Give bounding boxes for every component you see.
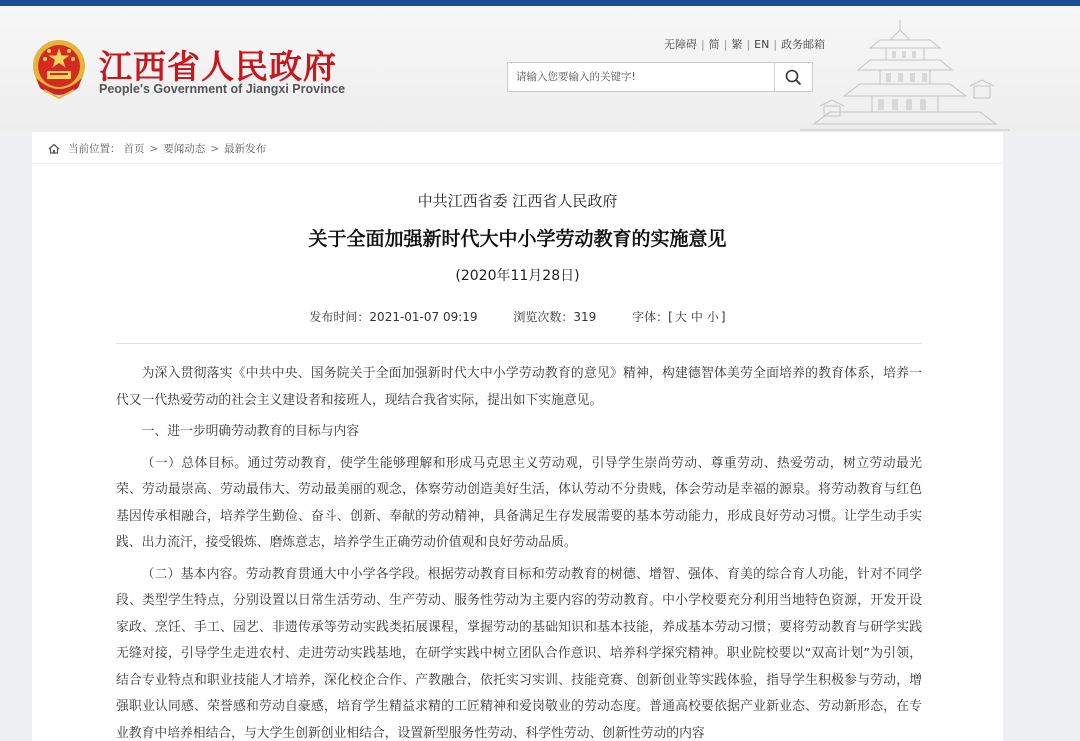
article-title: 关于全面加强新时代大中小学劳动教育的实施意见	[308, 228, 727, 250]
article-body	[116, 361, 922, 741]
link-separator: |	[723, 38, 728, 51]
page-background-strip	[1003, 132, 1080, 741]
link-separator: |	[701, 38, 705, 51]
breadcrumb-separator: >	[149, 142, 159, 155]
simplified-chinese-link[interactable]: 简	[708, 38, 720, 51]
site-title[interactable]: 江西省人民政府	[99, 47, 337, 86]
home-icon	[48, 143, 60, 154]
font-size-control	[632, 310, 725, 324]
link-separator: |	[773, 38, 778, 51]
article-paragraph: （二）基本内容。劳动教育贯通大中小学各学段。根据劳动教育目标和劳动教育的树德、增智、强体、育美的综合育人功能，针对不同学段、类型学生特点，分别设置以日常生活劳动、生产劳动、服务性劳动为主要内容的劳动教育。中小学校要充分利用当地特色资源，开发开设家政、烹饪、手工、园艺、非遗传承等劳动实践类拓展课程，掌握劳动的基础知识和基本技能，养成基本劳动习惯；要将劳动教育与研学实践无缝对接，引导学生走进农村、走进劳动实践基地，在研学实践中树立团队合作意识、培养科学探究精神。职业院校要以“双高计划”为引领，结合专业特点和职业技能人才培养，深化校企合作、产教融合，依托实习实训、技能竞赛、创新创业等实践体验，指导学生积极参与劳动，增强职业认同感、荣誉感和劳动自豪感，培育学生精益求精的工匠精神和爱岗敬业的劳动态度。普通高校要依据产业新业态、劳动新形态，在专业教育中培养相结合，与大学生创新创业相结合，设置新型服务性劳动、科学性劳动、创新性劳动的内容	[116, 566, 922, 741]
view-count	[513, 310, 596, 324]
article-paragraph: （一）总体目标。通过劳动教育，使学生能够理解和形成马克思主义劳动观，引导学生崇尚劳动、尊重劳动、热爱劳动，树立劳动最光荣、劳动最崇高、劳动最伟大、劳动最美丽的观念，体察劳动创造美好生活，体认劳动不分贵贱，体会劳动是幸福的源泉。将劳动教育与红色基因传承相融合，培养学生勤俭、奋斗、创新、奉献的劳动精神，具备满足生存发展需要的基本劳动能力，形成良好劳动习惯。让学生动手实践、出力流汗，接受锻炼、磨炼意志，培养学生正确劳动价值观和良好劳动品质。	[116, 455, 922, 550]
pagoda-illustration-icon	[800, 16, 1010, 132]
search-box	[507, 62, 813, 92]
article-date: (2020年11月28日)	[455, 268, 580, 284]
breadcrumb-latest[interactable]: 最新发布	[224, 143, 267, 155]
view-count-label: 浏览次数：	[513, 310, 574, 324]
font-small-button[interactable]: 小	[706, 310, 719, 324]
font-bracket-close: ]	[720, 310, 726, 324]
accessibility-link[interactable]: 无障碍	[664, 38, 697, 51]
link-separator: |	[746, 38, 751, 51]
gov-mailbox-link[interactable]: 政务邮箱	[781, 38, 826, 51]
article-paragraph: 为深入贯彻落实《中共中央、国务院关于全面加强新时代大中小学劳动教育的意见》精神，构建德智体美劳全面培养的教育体系，培养一代又一代热爱劳动的社会主义建设者和接班人，现结合我省实际，提出如下实施意见。	[116, 366, 922, 408]
publish-time-value: 2021-01-07 09:19	[369, 310, 478, 324]
english-link[interactable]: EN	[754, 38, 770, 51]
traditional-chinese-link[interactable]: 繁	[731, 38, 743, 51]
font-size-label: 字体：	[632, 310, 669, 324]
article-meta	[32, 308, 1003, 325]
meta-divider	[116, 343, 922, 344]
breadcrumb-home[interactable]: 首页	[123, 143, 145, 155]
breadcrumb	[48, 141, 269, 156]
national-emblem-icon	[30, 38, 88, 100]
site-subtitle: People's Government of Jiangxi Province	[99, 82, 346, 96]
site-header	[0, 6, 1080, 132]
view-count-value: 319	[573, 310, 597, 324]
breadcrumb-news[interactable]: 要闻动态	[163, 143, 206, 155]
publish-time	[309, 310, 477, 324]
breadcrumb-divider	[32, 163, 1003, 164]
search-input[interactable]	[508, 63, 773, 91]
breadcrumb-label: 当前位置：	[68, 143, 121, 155]
article-issuer: 中共江西省委 江西省人民政府	[417, 192, 618, 210]
font-large-button[interactable]: 大	[674, 310, 687, 324]
font-bracket-open: [	[668, 310, 673, 324]
breadcrumb-separator: >	[210, 142, 220, 155]
article-container	[32, 132, 1003, 741]
publish-time-label: 发布时间：	[309, 310, 370, 324]
section-heading: 一、进一步明确劳动教育的目标与内容	[141, 424, 360, 439]
font-medium-button[interactable]: 中	[690, 310, 703, 324]
